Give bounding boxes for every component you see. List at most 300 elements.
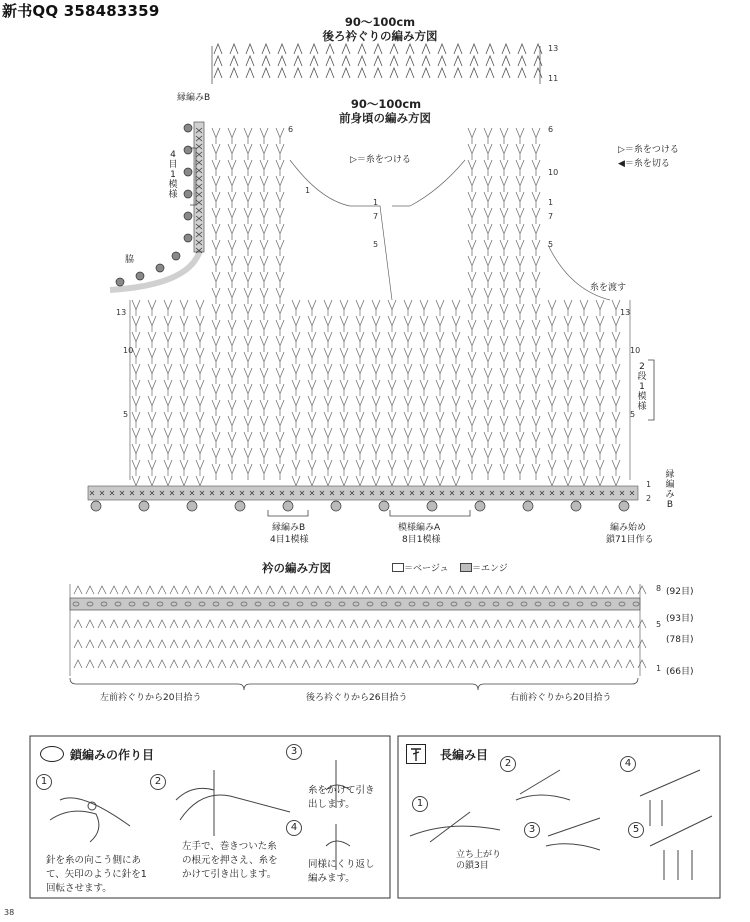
side-trim-dot	[184, 146, 192, 154]
stitch-mark	[420, 300, 428, 316]
stitch-mark	[516, 160, 524, 176]
back-neck-stitch	[230, 44, 238, 54]
stitch-mark	[468, 272, 476, 288]
collar-stitch	[302, 640, 310, 648]
back-neck-stitch	[278, 56, 286, 66]
stitch-mark	[612, 348, 620, 364]
stitch-mark	[212, 384, 220, 400]
back-neck-stitch	[502, 56, 510, 66]
stitch-mark	[484, 384, 492, 400]
stitch-mark	[420, 396, 428, 412]
stitch-mark	[276, 320, 284, 336]
stitch-mark	[420, 412, 428, 428]
stitch-mark	[356, 348, 364, 364]
back-neck-stitch	[518, 44, 526, 54]
back-neck-stitch	[246, 68, 254, 78]
back-neck-stitch	[358, 44, 366, 54]
collar-stitch	[206, 640, 214, 648]
stitch-mark	[388, 300, 396, 316]
back-neck-stitch	[438, 68, 446, 78]
back-neck-stitch	[422, 44, 430, 54]
collar-stitch	[554, 586, 562, 594]
collar-stitch	[182, 660, 190, 668]
collar-stitch	[422, 586, 430, 594]
back-neck-stitch	[326, 44, 334, 54]
stitch-mark	[324, 348, 332, 364]
collar-stitch	[242, 586, 250, 594]
dc-hook-1	[410, 812, 500, 842]
stitch-mark	[516, 320, 524, 336]
collar-stitch	[278, 640, 286, 648]
rows-bracket	[648, 360, 654, 420]
collar-stitch	[254, 640, 262, 648]
stitch-mark	[532, 208, 540, 224]
back-neck-stitch	[486, 44, 494, 54]
side-trim-curve-dot	[116, 278, 124, 286]
stitch-mark	[580, 412, 588, 428]
stitch-mark	[260, 224, 268, 240]
stitch-mark	[612, 428, 620, 444]
stitch-mark	[164, 444, 172, 460]
stitch-mark	[276, 144, 284, 160]
collar-stitch	[206, 620, 214, 628]
stitch-mark	[468, 160, 476, 176]
stitch-mark	[468, 176, 476, 192]
stitch-mark	[276, 352, 284, 368]
stitch-mark	[516, 448, 524, 464]
stitch-mark	[404, 380, 412, 396]
row-num-left-1: 1	[305, 186, 311, 195]
back-neck-stitch	[390, 68, 398, 78]
stitch-mark	[180, 348, 188, 364]
stitch-mark	[452, 396, 460, 412]
hook-2	[180, 795, 290, 820]
trim-b-side-label: 縁編みB	[665, 470, 675, 510]
bottom-trim-band	[88, 486, 638, 500]
stitch-mark	[468, 224, 476, 240]
collar-stitch	[386, 660, 394, 668]
stitch-mark	[532, 336, 540, 352]
dc-hook-3	[546, 818, 600, 850]
collar-stitch	[506, 620, 514, 628]
stitch-mark	[292, 460, 300, 476]
collar-stitch	[266, 640, 274, 648]
rows-2-label: 2段1模様	[637, 362, 647, 412]
stitch-mark	[420, 460, 428, 476]
stitch-mark	[212, 432, 220, 448]
stitch-mark	[292, 396, 300, 412]
collar-stitch	[74, 660, 82, 668]
stitch-mark	[132, 364, 140, 380]
collar-stitch	[98, 640, 106, 648]
chain-step-num-2: 2	[150, 774, 166, 790]
stitch-mark	[452, 460, 460, 476]
back-neck-stitch	[342, 56, 350, 66]
collar-stitch	[278, 620, 286, 628]
stitch-mark	[212, 464, 220, 480]
collar-stitch	[218, 660, 226, 668]
collar-stitch	[218, 620, 226, 628]
stitch-mark	[276, 336, 284, 352]
chain-step-num-3: 3	[286, 744, 302, 760]
stitch-mark	[148, 348, 156, 364]
stitch-mark	[372, 316, 380, 332]
stitch-mark	[260, 176, 268, 192]
stitch-mark	[196, 380, 204, 396]
collar-stitch	[566, 640, 574, 648]
stitch-mark	[580, 332, 588, 348]
collar-stitch	[386, 620, 394, 628]
stitch-mark	[260, 464, 268, 480]
trim-scallop	[427, 501, 437, 511]
back-neck-stitch	[374, 68, 382, 78]
stitch-mark	[148, 444, 156, 460]
stitch-mark	[228, 368, 236, 384]
collar-stitch	[602, 586, 610, 594]
stitch-mark	[404, 428, 412, 444]
stitch-mark	[324, 300, 332, 316]
stitch-mark	[324, 444, 332, 460]
trim-scallop	[187, 501, 197, 511]
side-trim-dot	[184, 212, 192, 220]
stitch-mark	[244, 256, 252, 272]
stitch-mark	[580, 300, 588, 316]
stitch-mark	[228, 192, 236, 208]
stitch-mark	[340, 396, 348, 412]
collar-stitch	[530, 620, 538, 628]
stitch-mark	[404, 460, 412, 476]
back-neck-stitch	[438, 56, 446, 66]
collar-stitch	[338, 620, 346, 628]
stitch-mark	[468, 384, 476, 400]
back-neck-stitch	[534, 68, 542, 78]
collar-stitch	[314, 620, 322, 628]
stitch-mark	[164, 332, 172, 348]
back-neck-stitch	[294, 44, 302, 54]
stitch-mark	[484, 432, 492, 448]
stitch-mark	[260, 384, 268, 400]
trim-b-label-top: 縁編みB	[177, 93, 211, 103]
stitch-mark	[468, 192, 476, 208]
stitch-mark	[612, 396, 620, 412]
stitch-mark	[260, 288, 268, 304]
stitch-mark	[196, 396, 204, 412]
stitch-mark	[372, 444, 380, 460]
row-num-right-6: 6	[548, 125, 554, 134]
stitch-mark	[164, 428, 172, 444]
stitch-mark	[596, 364, 604, 380]
dc-step-num-5: 5	[628, 822, 644, 838]
stitch-mark	[308, 396, 316, 412]
back-neck-stitch	[470, 68, 478, 78]
stitch-mark	[580, 380, 588, 396]
dc-hook-2	[516, 770, 570, 800]
back-neck-stitch	[470, 56, 478, 66]
stitch-mark	[484, 400, 492, 416]
pattern-4-label: 4目1模様	[168, 150, 178, 200]
stitch-mark	[596, 428, 604, 444]
stitch-mark	[308, 316, 316, 332]
stitch-mark	[132, 460, 140, 476]
chain-step-1-text: 針を糸の向こう側にあて、矢印のように針を1回転させます。	[46, 855, 147, 894]
stitch-mark	[532, 128, 540, 144]
back-neck-stitch	[470, 44, 478, 54]
chain-box-title: 鎖編みの作り目	[70, 748, 155, 762]
stitch-mark	[420, 428, 428, 444]
collar-stitch	[110, 660, 118, 668]
stitch-mark	[148, 396, 156, 412]
stitch-mark	[388, 348, 396, 364]
stitch-mark	[228, 304, 236, 320]
back-neck-stitch	[214, 44, 222, 54]
collar-stitch	[446, 620, 454, 628]
stitch-mark	[452, 412, 460, 428]
row-num-right-10: 10	[548, 168, 559, 177]
stitch-mark	[564, 316, 572, 332]
stitch-mark	[132, 444, 140, 460]
back-neck-stitch	[294, 56, 302, 66]
stitch-mark	[516, 304, 524, 320]
stitch-mark	[484, 448, 492, 464]
stitch-mark	[596, 380, 604, 396]
stitch-mark	[596, 444, 604, 460]
stitch-mark	[548, 428, 556, 444]
stitch-mark	[612, 300, 620, 316]
stitch-mark	[212, 176, 220, 192]
stitch-mark	[276, 416, 284, 432]
stitch-mark	[292, 380, 300, 396]
stitch-mark	[164, 396, 172, 412]
hand-2	[176, 788, 214, 836]
stitch-mark	[132, 412, 140, 428]
stitch-mark	[372, 300, 380, 316]
stitch-mark	[212, 288, 220, 304]
stitch-mark	[500, 416, 508, 432]
stitch-mark	[516, 464, 524, 480]
collar-stitch	[422, 660, 430, 668]
stitch-mark	[340, 380, 348, 396]
collar-stitch	[626, 640, 634, 648]
stitch-mark	[484, 208, 492, 224]
side-trim-curve-dot	[156, 264, 164, 272]
stitch-mark	[532, 256, 540, 272]
collar-stitch	[602, 660, 610, 668]
start-label-a: 編み始め	[610, 523, 647, 533]
collar-stitch	[638, 586, 646, 594]
stitch-mark	[564, 332, 572, 348]
collar-stitch	[350, 620, 358, 628]
stitch-mark	[228, 352, 236, 368]
stitch-mark	[500, 464, 508, 480]
collar-stitch	[110, 586, 118, 594]
collar-stitch	[590, 586, 598, 594]
stitch-mark	[340, 460, 348, 476]
collar-stitch	[554, 620, 562, 628]
collar-stitch	[194, 660, 202, 668]
front-body-chart	[130, 128, 630, 492]
stitch-mark	[388, 332, 396, 348]
collar-stitch	[182, 620, 190, 628]
collar-stitch	[278, 660, 286, 668]
stitch-mark	[372, 460, 380, 476]
stitch-mark	[260, 320, 268, 336]
stitch-mark	[228, 160, 236, 176]
stitch-mark	[228, 416, 236, 432]
stitch-mark	[292, 300, 300, 316]
collar-stitch	[266, 586, 274, 594]
stitch-mark	[308, 460, 316, 476]
row-num-right-13: 13	[620, 308, 631, 317]
beige-swatch	[392, 563, 404, 572]
stitch-mark	[564, 460, 572, 476]
back-neck-stitch	[230, 68, 238, 78]
stitch-mark	[276, 432, 284, 448]
stitch-mark	[180, 396, 188, 412]
collar-stitch	[134, 660, 142, 668]
stitch-mark	[244, 464, 252, 480]
collar-stitch	[542, 660, 550, 668]
stitch-mark	[308, 428, 316, 444]
bottom-mid-label-b: 8目1模様	[402, 535, 441, 545]
stitch-mark	[244, 384, 252, 400]
stitch-mark	[516, 416, 524, 432]
row-num-left-10: 10	[123, 346, 134, 355]
stitch-mark	[228, 240, 236, 256]
collar-stitch	[326, 620, 334, 628]
collar-stitch	[578, 660, 586, 668]
collar-stitch	[614, 620, 622, 628]
stitch-mark	[548, 444, 556, 460]
collar-stitch	[350, 640, 358, 648]
stitch-mark	[500, 288, 508, 304]
collar-stitch	[74, 620, 82, 628]
collar-stitch	[86, 660, 94, 668]
back-neck-chart	[212, 44, 542, 84]
stitch-mark	[260, 368, 268, 384]
collar-stitch	[398, 640, 406, 648]
stitch-mark	[356, 396, 364, 412]
stitch-mark	[468, 320, 476, 336]
stitch-mark	[580, 428, 588, 444]
collar-stitch	[410, 640, 418, 648]
stitch-mark	[244, 304, 252, 320]
back-neck-stitch	[534, 44, 542, 54]
stitch-mark	[276, 368, 284, 384]
collar-stitch	[590, 640, 598, 648]
collar-stitch	[542, 586, 550, 594]
collar-stitch	[290, 660, 298, 668]
collar-stitch	[146, 640, 154, 648]
back-neck-stitch	[422, 56, 430, 66]
stitch-mark	[420, 380, 428, 396]
stitch-mark	[500, 352, 508, 368]
collar-stitch	[338, 660, 346, 668]
dc-hook-5	[650, 816, 712, 880]
stitch-mark	[420, 364, 428, 380]
stitch-mark	[276, 384, 284, 400]
collar-stitch	[626, 586, 634, 594]
stitch-mark	[596, 348, 604, 364]
stitch-mark	[532, 416, 540, 432]
stitch-mark	[308, 444, 316, 460]
back-neck-stitch	[422, 68, 430, 78]
stitch-mark	[516, 336, 524, 352]
stitch-mark	[212, 416, 220, 432]
stitch-mark	[548, 364, 556, 380]
stitch-mark	[532, 352, 540, 368]
collar-count-93: (93目)	[666, 614, 694, 624]
stitch-mark	[260, 448, 268, 464]
stitch-mark	[276, 240, 284, 256]
dc-step-num-3: 3	[524, 822, 540, 838]
collar-row-5: 5	[656, 620, 662, 629]
trim-scallop	[379, 501, 389, 511]
collar-stitch	[578, 620, 586, 628]
collar-stitch	[470, 620, 478, 628]
stitch-mark	[308, 364, 316, 380]
collar-stitch	[362, 660, 370, 668]
back-neck-stitch	[214, 68, 222, 78]
stitch-mark	[468, 336, 476, 352]
stitch-mark	[340, 428, 348, 444]
stitch-mark	[292, 316, 300, 332]
stitch-mark	[196, 348, 204, 364]
stitch-mark	[548, 380, 556, 396]
stitch-mark	[564, 300, 572, 316]
collar-stitch	[314, 586, 322, 594]
stitch-mark	[180, 332, 188, 348]
stitch-mark	[580, 396, 588, 412]
collar-stitch	[638, 620, 646, 628]
stitch-mark	[612, 444, 620, 460]
stitch-mark	[212, 160, 220, 176]
back-neck-stitch	[518, 68, 526, 78]
stitch-mark	[596, 300, 604, 316]
collar-stitch	[98, 660, 106, 668]
collar-stitch	[482, 660, 490, 668]
collar-pickup-mid: 後ろ衿ぐりから26目拾う	[306, 693, 408, 703]
stitch-mark	[372, 380, 380, 396]
stitch-mark	[436, 380, 444, 396]
collar-stitch	[494, 640, 502, 648]
collar-stitch	[134, 586, 142, 594]
collar-stitch	[374, 640, 382, 648]
beige-label: ＝ベージュ	[404, 564, 449, 574]
collar-stitch	[458, 620, 466, 628]
stitch-mark	[148, 300, 156, 316]
stitch-mark	[596, 332, 604, 348]
row-num-left-13: 13	[116, 308, 127, 317]
collar-stitch	[614, 640, 622, 648]
row-num-left-1b: 1	[373, 198, 379, 207]
back-neck-stitch	[534, 56, 542, 66]
back-neck-stitch	[502, 68, 510, 78]
start-label-b: 鎖71目作る	[606, 535, 654, 545]
stitch-mark	[244, 400, 252, 416]
collar-stitch	[134, 620, 142, 628]
collar-stitch	[362, 620, 370, 628]
stitch-mark	[596, 412, 604, 428]
collar-stitch	[350, 586, 358, 594]
stitch-mark	[548, 412, 556, 428]
stitch-mark	[196, 460, 204, 476]
stitch-mark	[244, 128, 252, 144]
row-num-right-2: 2	[646, 494, 652, 503]
stitch-mark	[372, 428, 380, 444]
collar-stitch	[266, 660, 274, 668]
stitch-mark	[228, 384, 236, 400]
stitch-mark	[484, 128, 492, 144]
